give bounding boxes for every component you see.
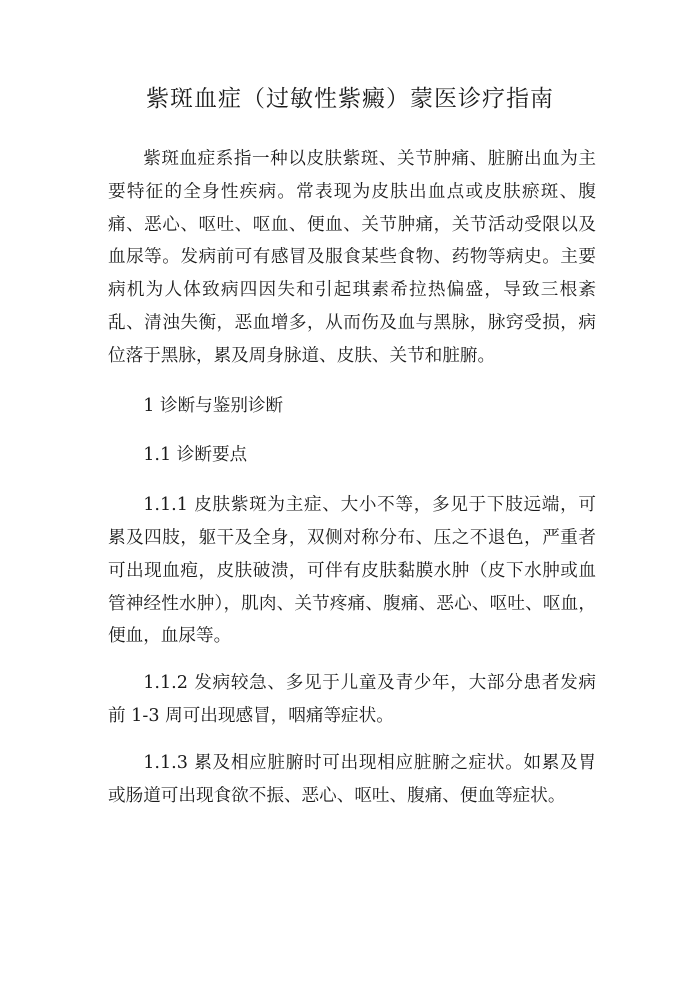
intro-paragraph: 紫斑血症系指一种以皮肤紫斑、关节肿痛、脏腑出血为主要特征的全身性疾病。常表现为皮肤出血点或皮肤瘀斑、腹痛、恶心、呕吐、呕血、便血、关节肿痛，关节活动受限以及血尿等。发病前可有感冒及服食某些食物、药物等病史。主要病机为人体致病四因失和引起琪素希拉热偏盛，导致三根紊乱、清浊失衡，恶血增多，从而伤及血与黑脉，脉窍受损，病位落于黑脉，累及周身脉道、皮肤、关节和脏腑。 [108,149,596,366]
paragraph-1-1-2: 1.1.2 发病较急、多见于儿童及青少年，大部分患者发病前 1-3 周可出现感冒，咽痛等症状。 [108,673,596,726]
document-body [108,143,596,812]
paragraph-1-1-1: 1.1.1 皮肤紫斑为主症、大小不等，多见于下肢远端，可累及四肢，躯干及全身，双侧对称分布、压之不退色，严重者可出现血疱，皮肤破溃，可伴有皮肤黏膜水肿（皮下水肿或血管神经性水肿），肌肉、关节疼痛、腹痛、恶心、呕吐、呕血，便血，血尿等。 [108,495,596,647]
section-heading-1-1: 1.1 诊断要点 [143,445,248,466]
paragraph-1-1-3: 1.1.3 累及相应脏腑时可出现相应脏腑之症状。如累及胃或肠道可出现食欲不振、恶心、呕吐、腹痛、便血等症状。 [108,752,596,806]
section-heading-1: 1 诊断与鉴别诊断 [143,395,284,416]
document-title: 紫斑血症（过敏性紫癜）蒙医诊疗指南 [146,86,554,112]
